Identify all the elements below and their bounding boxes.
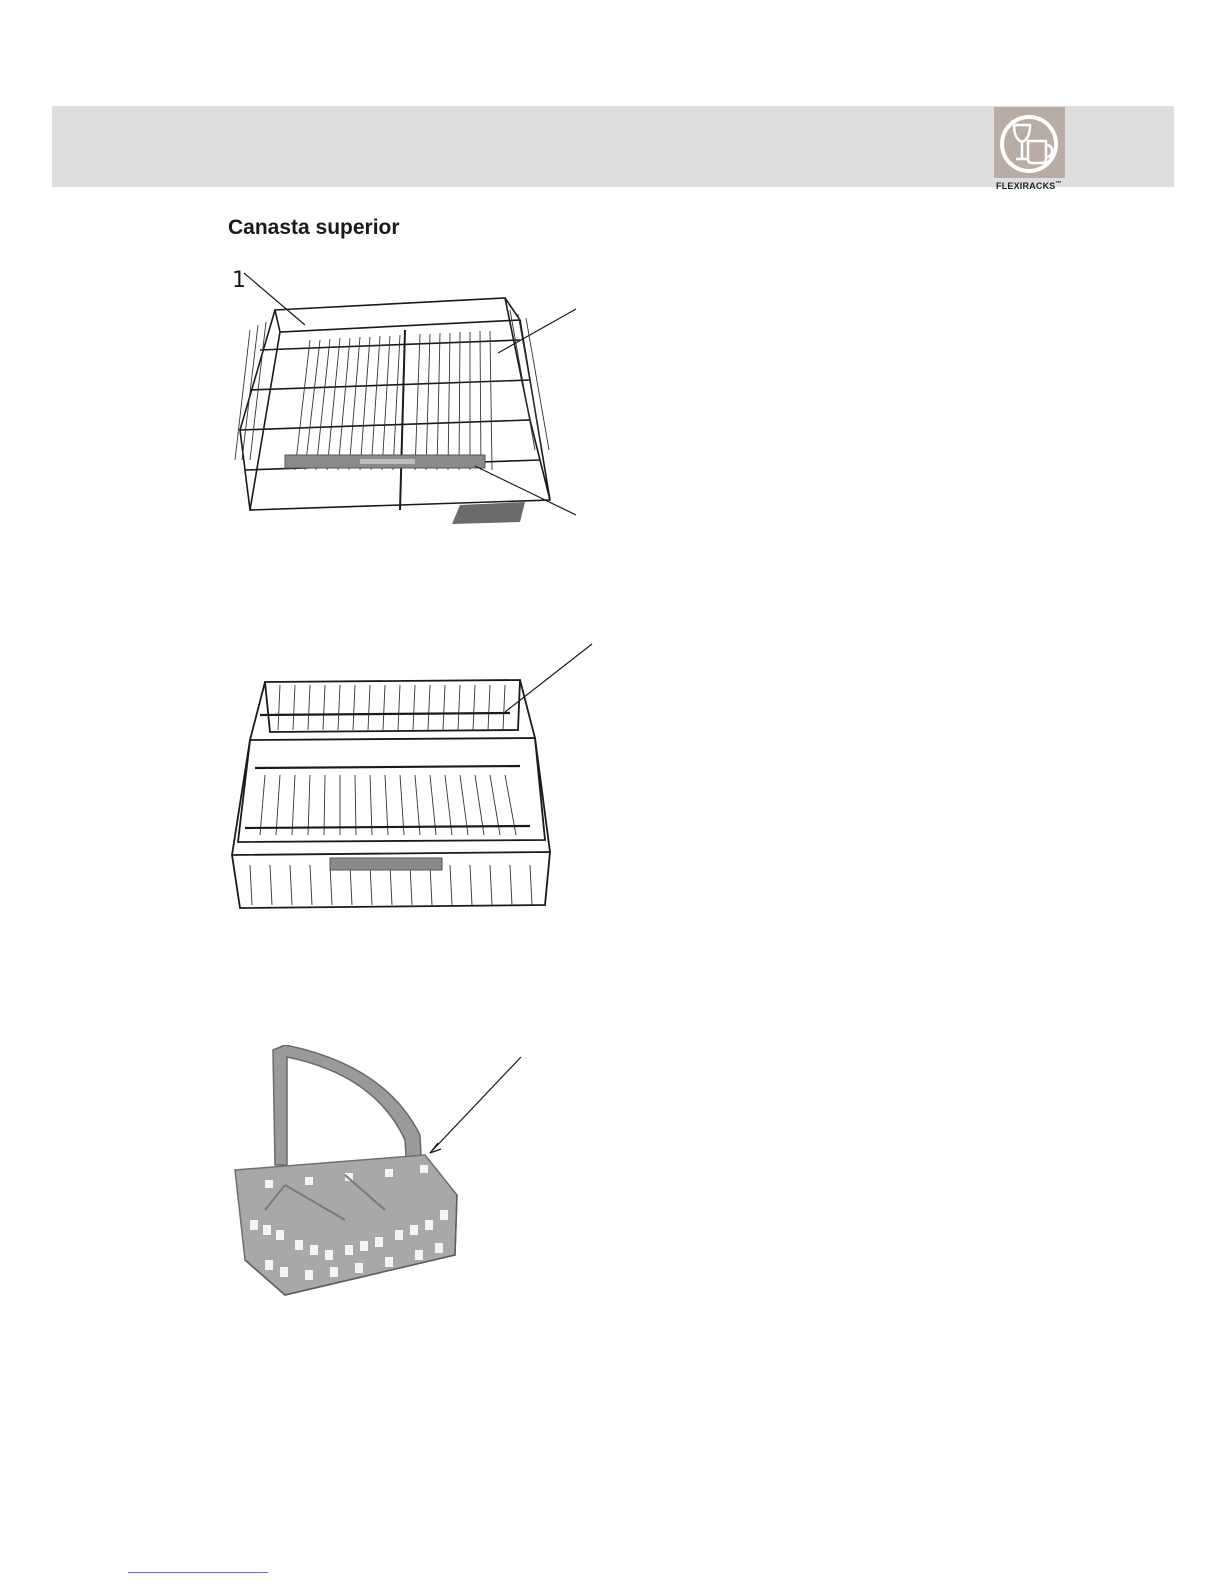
footer-link-underline: [128, 1572, 268, 1573]
callout-number-1: 1: [232, 268, 246, 293]
flexiracks-logo: [994, 107, 1065, 178]
flexiracks-icon: [994, 107, 1065, 178]
section-title: Canasta superior: [228, 216, 400, 239]
logo-label: FLEXIRACKS™: [996, 181, 1062, 191]
rack-folding-tines-illustration: [220, 640, 600, 920]
upper-rack-illustration: [220, 270, 590, 540]
cutlery-basket-illustration: [225, 1045, 535, 1320]
